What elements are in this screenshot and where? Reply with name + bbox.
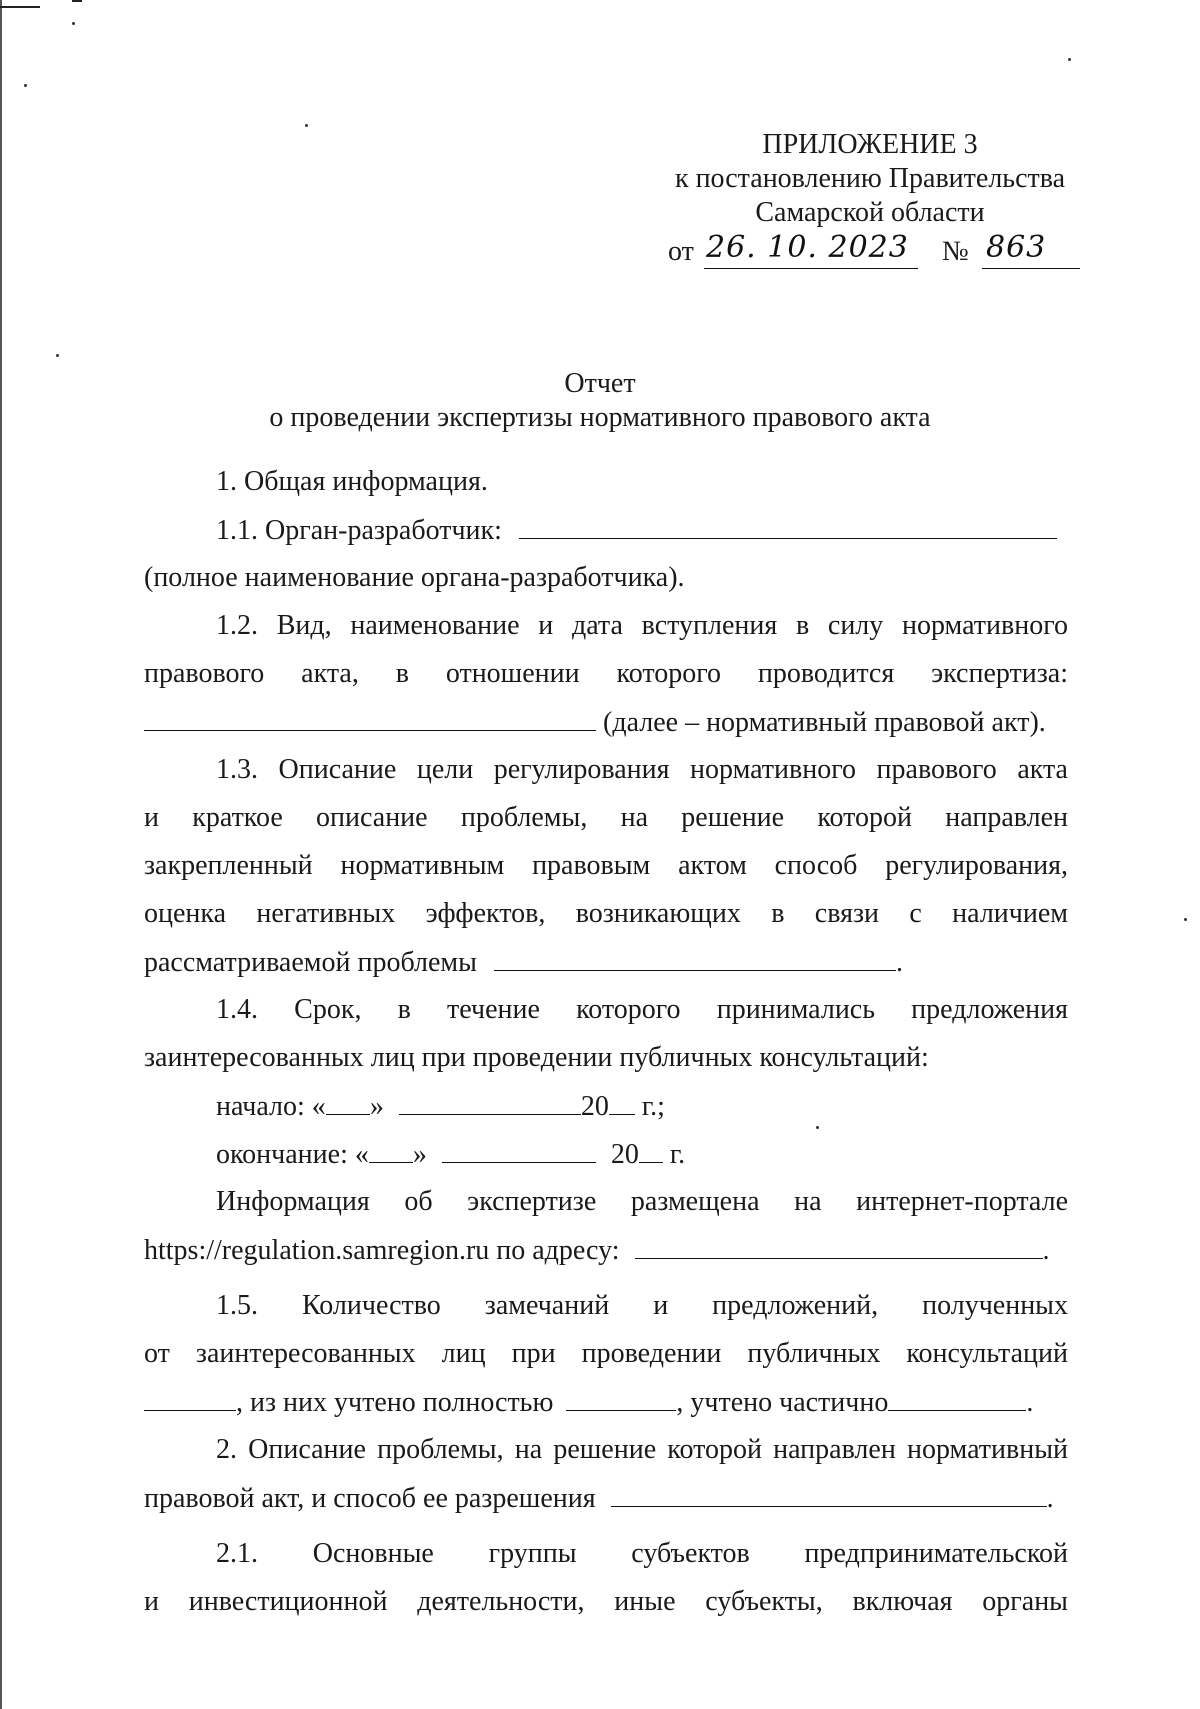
appendix-label: ПРИЛОЖЕНИЕ 3	[762, 129, 978, 160]
scan-speck	[1068, 58, 1071, 61]
section-1-heading	[216, 464, 1068, 500]
section-1-5-line-b: от заинтересованных лиц при проведении публичных консультаций	[144, 1338, 1068, 1369]
end-quote-close: »	[412, 1139, 427, 1170]
section-1-1-text: 1.1. Орган-разработчик:	[216, 515, 502, 546]
remarks-full-text: , из них учтено полностью	[236, 1387, 554, 1418]
info-address-blank[interactable]	[635, 1232, 1043, 1259]
start-year-blank[interactable]	[609, 1088, 635, 1115]
end-month-blank[interactable]	[442, 1136, 596, 1163]
section-1-2-line-b: правового акта, в отношении которого проводится экспертиза:	[144, 658, 1068, 689]
section-2-text-b: правовой акт, и способ ее разрешения	[144, 1483, 596, 1514]
handwritten-number: 863	[986, 230, 1047, 265]
section-1-5-line-c	[144, 1384, 1068, 1420]
section-1-3-tail: рассматриваемой проблемы	[144, 947, 477, 978]
section-1-5-line-a: 1.5. Количество замечаний и предложений, полученных	[216, 1290, 1068, 1321]
appendix-header	[600, 128, 1140, 230]
end-year-prefix: 20	[610, 1139, 639, 1170]
scan-speck	[1184, 918, 1187, 921]
consultation-end	[216, 1136, 1068, 1172]
section-1-1-note	[144, 560, 1068, 596]
number-underline	[982, 268, 1080, 269]
section-1-3-line-a: 1.3. Описание цели регулирования нормативного правового акта	[216, 754, 1068, 785]
report-title: Отчет	[564, 368, 636, 399]
section-2-1-line-b: и инвестиционной деятельности, иные субъекты, включая органы	[144, 1586, 1068, 1617]
info-line-a: Информация об экспертизе размещена на интернет-портале	[216, 1186, 1068, 1217]
period: .	[1046, 1483, 1054, 1514]
info-line-b	[144, 1232, 1068, 1268]
date-prefix: от	[668, 236, 694, 267]
section-1-2-line-a: 1.2. Вид, наименование и дата вступления в силу нормативного	[216, 610, 1068, 641]
section-1-4-text-b: заинтересованных лиц при проведении публичных консультаций:	[144, 1042, 929, 1073]
scan-speck	[305, 124, 308, 127]
developer-blank[interactable]	[519, 512, 1057, 539]
remarks-total-blank[interactable]	[144, 1384, 236, 1411]
scan-mark-top-2	[72, 0, 82, 2]
scan-speck	[24, 84, 27, 87]
period: .	[1026, 1387, 1034, 1418]
scan-speck	[72, 22, 75, 25]
end-year-suffix: г.	[669, 1139, 686, 1170]
start-day-blank[interactable]	[326, 1088, 370, 1115]
start-quote-close: »	[369, 1091, 384, 1122]
period: .	[1042, 1235, 1050, 1266]
start-year-suffix: г.;	[641, 1091, 665, 1122]
section-1-4-line-a: 1.4. Срок, в течение которого принимались предложения	[216, 994, 1068, 1025]
section-1-3-line-d: оценка негативных эффектов, возникающих в связи с наличием	[144, 898, 1068, 929]
section-1-3-line-c: закрепленный нормативным правовым актом способ регулирования,	[144, 850, 1068, 881]
start-year-prefix: 20	[580, 1091, 609, 1122]
section-1-2-line-c	[144, 704, 1068, 740]
end-year-blank[interactable]	[639, 1136, 663, 1163]
appendix-resolution: к постановлению Правительства	[674, 163, 1066, 194]
section-2-line-a: 2. Описание проблемы, на решение которой направлен нормативный	[216, 1434, 1068, 1465]
section-1-3-line-e	[144, 944, 1068, 980]
solution-blank[interactable]	[611, 1480, 1047, 1507]
problem-blank[interactable]	[494, 944, 896, 971]
date-underline	[704, 268, 918, 269]
end-day-blank[interactable]	[369, 1136, 413, 1163]
section-1-text: 1. Общая информация.	[216, 466, 488, 497]
section-1-2-tail: (далее – нормативный правовой акт).	[603, 707, 1046, 738]
number-sign: №	[942, 236, 969, 267]
remarks-partial-text: , учтено частично	[676, 1387, 889, 1418]
act-name-blank[interactable]	[144, 704, 596, 731]
report-subtitle: о проведении экспертизы нормативного правового акта	[269, 402, 931, 433]
remarks-partial-blank[interactable]	[888, 1384, 1026, 1411]
section-1-1	[216, 512, 1068, 548]
end-label: окончание: «	[216, 1139, 369, 1170]
start-label: начало: «	[216, 1091, 326, 1122]
section-1-1-note-text: (полное наименование органа-разработчика).	[144, 562, 685, 593]
consultation-start	[216, 1088, 1068, 1124]
remarks-full-blank[interactable]	[566, 1384, 676, 1411]
handwritten-date: 26. 10. 2023	[706, 230, 909, 265]
scan-edge-left	[0, 0, 2, 1709]
section-2-line-b	[144, 1480, 1068, 1516]
scan-mark-top	[0, 6, 40, 8]
appendix-region: Самарской области	[755, 197, 985, 228]
section-2-1-line-a: 2.1. Основные группы субъектов предпринимательской	[216, 1538, 1068, 1569]
info-url-text: https://regulation.samregion.ru по адресу:	[144, 1235, 620, 1266]
scan-speck	[56, 354, 59, 357]
scan-speck	[816, 1126, 819, 1129]
start-month-blank[interactable]	[399, 1088, 581, 1115]
section-1-4-line-b	[144, 1040, 1068, 1076]
section-1-3-line-b: и краткое описание проблемы, на решение которой направлен	[144, 802, 1068, 833]
period: .	[895, 947, 903, 978]
